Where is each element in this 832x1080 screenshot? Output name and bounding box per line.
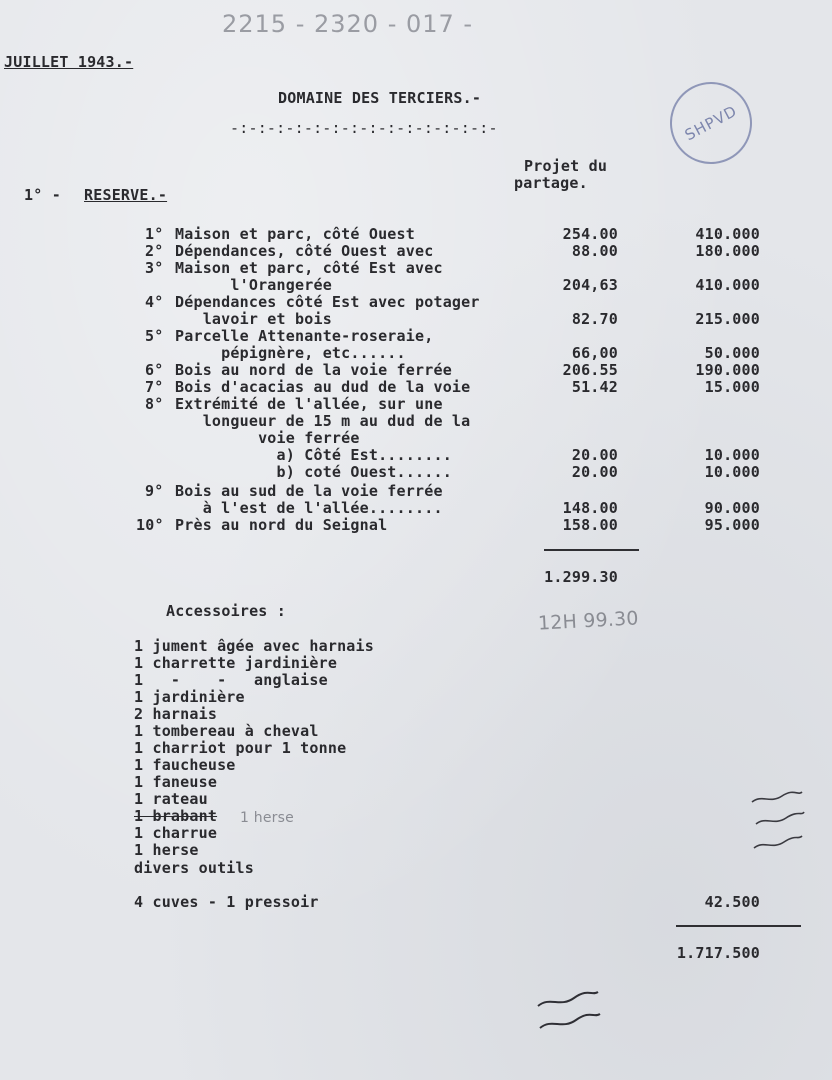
item-value: 206.55 bbox=[562, 361, 618, 379]
item-number: 3° bbox=[145, 259, 164, 277]
item-partage: 10.000 bbox=[704, 446, 760, 464]
accessory-item: 1 charrue bbox=[134, 824, 218, 842]
item-description: Bois au sud de la voie ferrée bbox=[175, 482, 443, 500]
item-number: 2° bbox=[145, 242, 164, 260]
accessory-item: 1 rateau bbox=[134, 790, 208, 808]
section-title: RESERVE.- bbox=[84, 186, 168, 204]
item-description: Bois d'acacias au dud de la voie bbox=[175, 378, 471, 396]
accessory-item: 1 faneuse bbox=[134, 773, 218, 791]
pencil-mark-icon bbox=[534, 990, 604, 1035]
item-description: Parcelle Attenante-roseraie, bbox=[175, 327, 434, 345]
document-title: DOMAINE DES TERCIERS.- bbox=[278, 89, 482, 107]
item-subline: a) Côté Est........ bbox=[175, 446, 452, 464]
item-description: Maison et parc, côté Est avec bbox=[175, 259, 443, 277]
archive-reference: 2215 - 2320 - 017 - bbox=[222, 10, 474, 38]
accessory-item: divers outils bbox=[134, 859, 254, 877]
item-number: 1° bbox=[145, 225, 164, 243]
subtotal-rule bbox=[544, 549, 639, 551]
accessory-item: 1 tombereau à cheval bbox=[134, 722, 319, 740]
item-description-cont: voie ferrée bbox=[175, 429, 360, 447]
item-partage: 50.000 bbox=[704, 344, 760, 362]
item-subline: b) coté Ouest...... bbox=[175, 463, 452, 481]
item-value: 254.00 bbox=[562, 225, 618, 243]
accessory-item: 1 - - anglaise bbox=[134, 671, 328, 689]
item-description: Maison et parc, côté Ouest bbox=[175, 225, 415, 243]
accessory-item: 1 charrette jardinière bbox=[134, 654, 338, 672]
section-number: 1° - bbox=[24, 186, 61, 204]
item-value: 20.00 bbox=[571, 446, 618, 464]
column-header-line1: Projet du bbox=[524, 157, 608, 175]
item-description-cont: lavoir et bois bbox=[175, 310, 332, 328]
item-description-cont: à l'est de l'allée........ bbox=[175, 499, 443, 517]
stamp-text: SHPVD bbox=[681, 101, 741, 145]
pencil-mark-icon bbox=[748, 790, 808, 860]
item-description: Extrémité de l'allée, sur une bbox=[175, 395, 443, 413]
item-description: Bois au nord de la voie ferrée bbox=[175, 361, 452, 379]
item-partage: 215.000 bbox=[695, 310, 760, 328]
accessory-item: 2 harnais bbox=[134, 705, 218, 723]
item-partage: 190.000 bbox=[695, 361, 760, 379]
item-number: 4° bbox=[145, 293, 164, 311]
item-number: 5° bbox=[145, 327, 164, 345]
item-number: 6° bbox=[145, 361, 164, 379]
item-number: 7° bbox=[145, 378, 164, 396]
item-description: Dépendances côté Est avec potager bbox=[175, 293, 480, 311]
item-partage: 410.000 bbox=[695, 225, 760, 243]
last-accessory: 4 cuves - 1 pressoir bbox=[134, 893, 319, 911]
item-partage: 95.000 bbox=[704, 516, 760, 534]
accessories-title: Accessoires : bbox=[166, 602, 286, 620]
item-description-cont: longueur de 15 m au dud de la bbox=[175, 412, 471, 430]
item-partage: 10.000 bbox=[704, 463, 760, 481]
column-header-line2: partage. bbox=[514, 174, 588, 192]
item-description-cont: l'Orangerée bbox=[175, 276, 332, 294]
item-description-cont: pépignère, etc...... bbox=[175, 344, 406, 362]
item-number: 8° bbox=[145, 395, 164, 413]
item-value: 88.00 bbox=[571, 242, 618, 260]
item-value: 158.00 bbox=[562, 516, 618, 534]
document-date: JUILLET 1943.- bbox=[4, 53, 134, 71]
grand-total: 1.717.500 bbox=[676, 944, 760, 962]
item-value: 20.00 bbox=[571, 463, 618, 481]
accessory-item: 1 herse bbox=[134, 841, 199, 859]
item-number: 9° bbox=[145, 482, 164, 500]
item-partage: 180.000 bbox=[695, 242, 760, 260]
subtotal-value: 1.299.30 bbox=[544, 568, 618, 586]
item-value: 66,00 bbox=[571, 344, 618, 362]
title-separator: -:-:-:-:-:-:-:-:-:-:-:-:-:-:- bbox=[230, 119, 498, 137]
item-partage: 15.000 bbox=[704, 378, 760, 396]
item-description: Près au nord du Seignal bbox=[175, 516, 388, 534]
accessory-item: 1 charriot pour 1 tonne bbox=[134, 739, 347, 757]
item-value: 51.42 bbox=[571, 378, 618, 396]
accessory-item-struck: 1 brabant bbox=[134, 807, 218, 825]
accessory-item: 1 faucheuse bbox=[134, 756, 236, 774]
item-value: 204,63 bbox=[562, 276, 618, 294]
item-value: 82.70 bbox=[571, 310, 618, 328]
accessory-item: 1 jardinière bbox=[134, 688, 245, 706]
accessory-item: 1 jument âgée avec harnais bbox=[134, 637, 374, 655]
total-rule bbox=[676, 925, 801, 927]
item-description: Dépendances, côté Ouest avec bbox=[175, 242, 434, 260]
accessories-value: 42.500 bbox=[704, 893, 760, 911]
item-partage: 410.000 bbox=[695, 276, 760, 294]
handwritten-subtotal: 12H 99.30 bbox=[537, 607, 640, 635]
item-value: 148.00 bbox=[562, 499, 618, 517]
item-partage: 90.000 bbox=[704, 499, 760, 517]
archive-stamp bbox=[656, 68, 767, 179]
handwritten-note: 1 herse bbox=[240, 810, 294, 826]
item-number: 10° bbox=[136, 516, 164, 534]
